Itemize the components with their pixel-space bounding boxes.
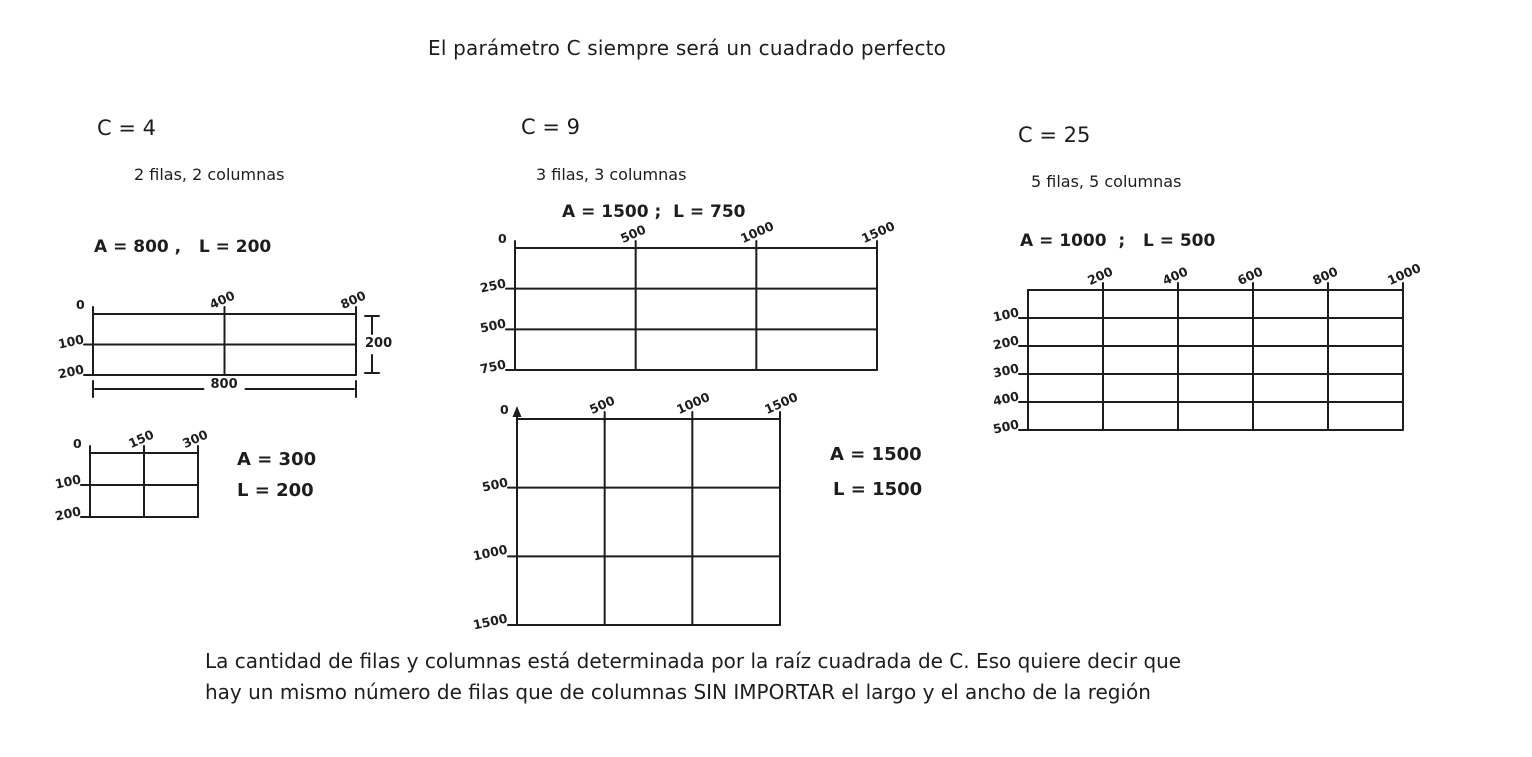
y-axis-tick-label: 500 xyxy=(480,474,510,495)
x-axis-tick-label: 1000 xyxy=(738,217,777,246)
y-axis-tick-label: 200 xyxy=(991,332,1021,353)
y-axis-tick-label: 100 xyxy=(991,304,1021,325)
x-axis-tick-label: 400 xyxy=(206,287,237,312)
c4-small-area-label: A = 300 xyxy=(237,449,317,470)
y-axis-tick-label: 1500 xyxy=(471,610,510,633)
x-axis-tick-label: 400 xyxy=(1160,263,1191,288)
x-axis-tick-label: 800 xyxy=(1310,263,1341,288)
y-axis-tick-label: 1000 xyxy=(471,541,510,564)
grid-lines-svg xyxy=(69,288,420,419)
c4-grid-main xyxy=(56,287,393,392)
x-axis-tick-label: 0 xyxy=(498,230,507,246)
footer-note-line2: hay un mismo número de filas que de columnas SIN IMPORTAR el largo y el ancho de la región xyxy=(205,680,1151,704)
y-axis-tick-label: 500 xyxy=(991,416,1021,437)
grid-lines-svg xyxy=(1004,264,1467,474)
x-axis-tick-label: 150 xyxy=(126,426,157,451)
c9-params-label: A = 1500 ; L = 750 xyxy=(562,202,746,222)
y-axis-tick-label: 100 xyxy=(56,330,86,352)
c9-square-length-label: L = 1500 xyxy=(833,479,923,500)
x-axis-tick-label: 500 xyxy=(586,392,617,417)
footer-note-line1: La cantidad de filas y columnas está determinada por la raíz cuadrada de C. Eso quiere decir que xyxy=(205,649,1182,673)
c4-small-length-label: L = 200 xyxy=(237,480,314,501)
c4-parameter-label: C = 4 xyxy=(97,116,156,140)
y-axis-tick-label: 100 xyxy=(53,471,83,492)
c25-grid xyxy=(991,259,1423,437)
c4-grid-small xyxy=(53,426,211,524)
y-axis-tick-label: 200 xyxy=(56,361,86,382)
x-axis-tick-label: 500 xyxy=(617,221,648,246)
x-axis-tick-label: 800 xyxy=(338,287,369,312)
x-axis-tick-label: 1000 xyxy=(1385,259,1423,288)
c9-rows-cols-label: 3 filas, 3 columnas xyxy=(536,165,687,184)
c9-parameter-label: C = 9 xyxy=(521,115,580,139)
x-axis-tick-label: 1500 xyxy=(762,388,800,417)
c9-square-area-label: A = 1500 xyxy=(830,444,922,465)
c9-grid-square xyxy=(471,388,800,633)
c4-params-label: A = 800 , L = 200 xyxy=(94,237,272,257)
x-axis-tick-label: 300 xyxy=(180,426,211,451)
x-axis-tick-label: 600 xyxy=(1235,263,1266,288)
grid-lines-svg xyxy=(491,222,941,417)
x-axis-tick-label: 0 xyxy=(73,435,82,451)
grid-lines-svg xyxy=(493,393,844,669)
y-axis-tick-label: 400 xyxy=(991,388,1021,409)
y-axis-tick-label: 500 xyxy=(478,315,508,336)
x-axis-tick-label: 1000 xyxy=(674,388,713,417)
axis-arrow-icon xyxy=(513,406,522,417)
y-axis-tick-label: 250 xyxy=(478,275,508,296)
c25-parameter-label: C = 25 xyxy=(1018,123,1091,147)
c4-rows-cols-label: 2 filas, 2 columnas xyxy=(134,165,285,184)
x-axis-tick-label: 0 xyxy=(500,401,509,417)
y-axis-tick-label: 200 xyxy=(53,503,83,524)
x-axis-tick-label: 200 xyxy=(1085,263,1116,288)
c25-rows-cols-label: 5 filas, 5 columnas xyxy=(1031,172,1182,191)
x-axis-tick-label: 0 xyxy=(76,296,85,312)
width-dimension-label: 800 xyxy=(210,377,238,392)
x-axis-tick-label: 1500 xyxy=(859,217,897,246)
y-axis-tick-label: 750 xyxy=(478,356,508,377)
height-dimension-label: 200 xyxy=(365,335,393,351)
c25-params-label: A = 1000 ; L = 500 xyxy=(1020,231,1216,251)
page-title: El parámetro C siempre será un cuadrado perfecto xyxy=(428,36,947,60)
y-axis-tick-label: 300 xyxy=(991,360,1021,381)
c9-grid-wide xyxy=(478,217,897,377)
grid-lines-svg xyxy=(66,427,262,561)
